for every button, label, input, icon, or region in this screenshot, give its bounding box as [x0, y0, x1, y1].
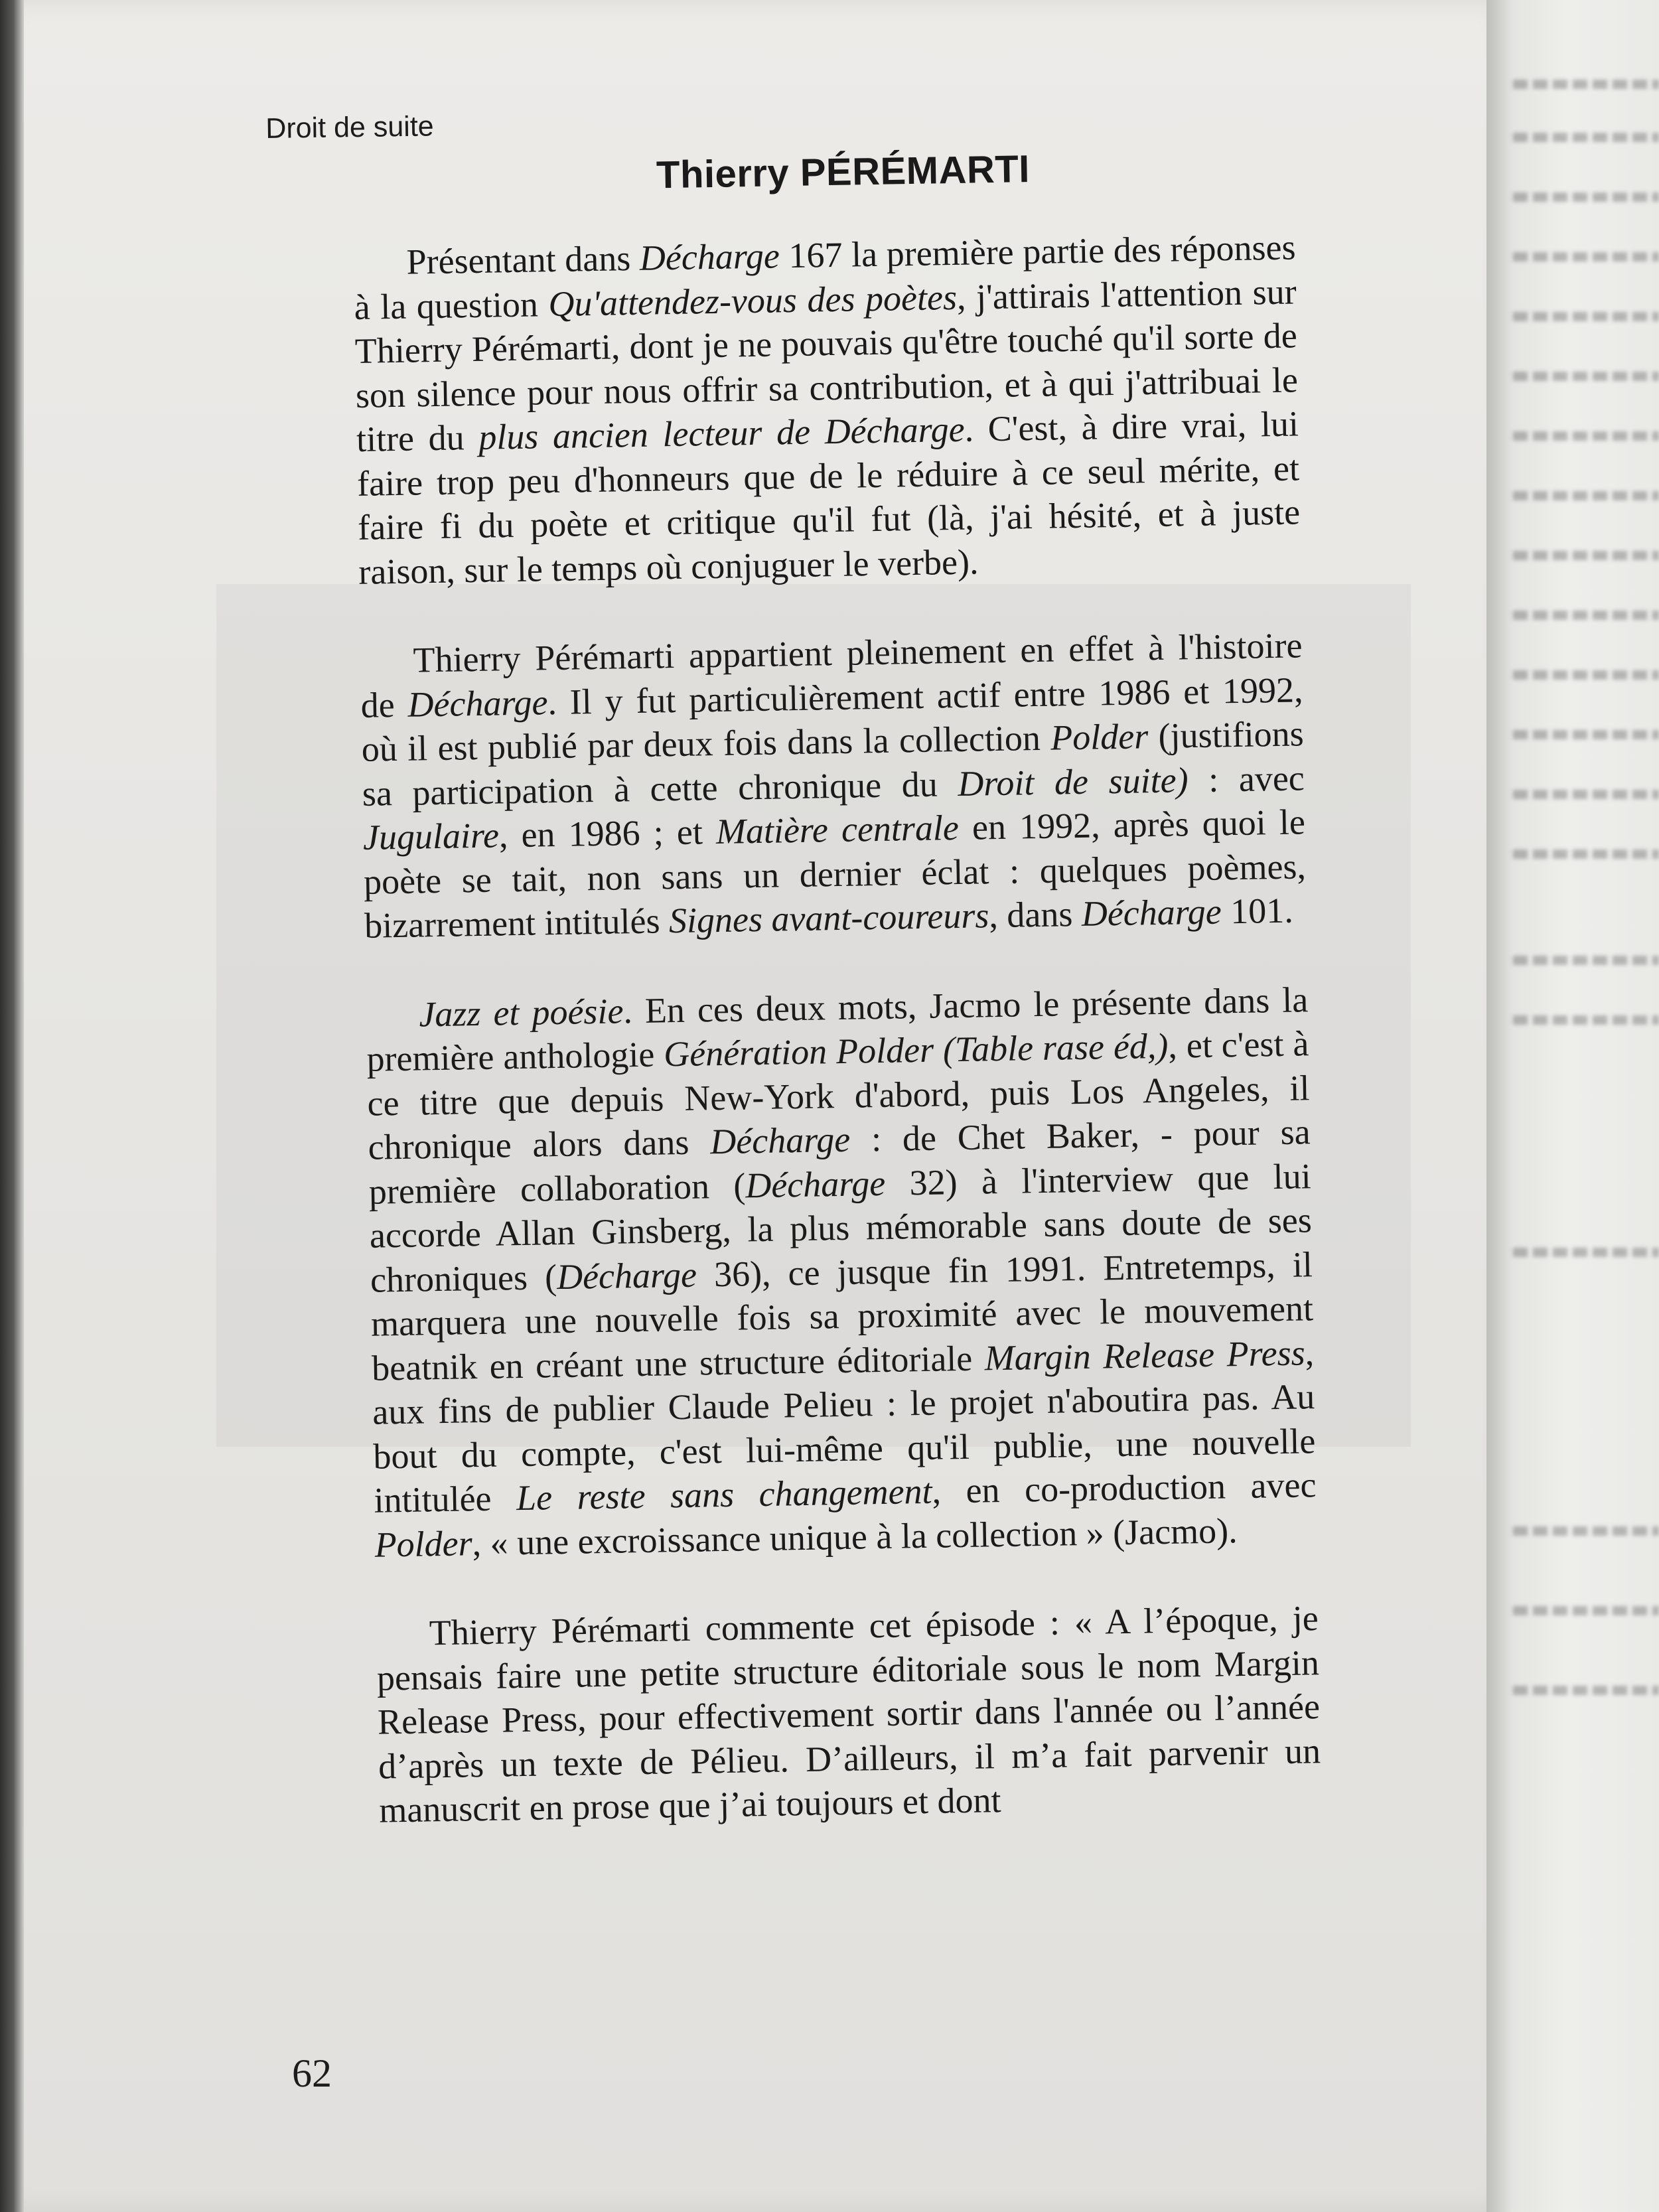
text-run: en 1992, après quoi le poète se tait, non sans un dernier éclat : quelques poèmes, bizarrement intitulés: [363, 802, 1307, 946]
text-run: Thierry Pérémarti appartient pleinement en effet à l'histoire de: [360, 625, 1303, 725]
text-run: , en co-production avec: [932, 1465, 1317, 1511]
italic-text: plus ancien lecteur de Décharge: [478, 409, 966, 457]
text-run: , et c'est à ce titre que depuis New-York d'abord, puis Los Angeles, il chronique alors dans: [367, 1023, 1310, 1167]
italic-text: Signes avant-coureurs: [668, 895, 989, 941]
text-run: Thierry Pérémarti commente cet épisode : « A l’époque, je pensais faire une petite structure éditoriale sous le nom Margin Release Press, pour effectivement sortir dans l'année ou l’année d’après un texte de Pélieu. D’ailleurs, il m’a fait parvenir un manuscrit en prose que j’ai toujours et dont: [376, 1598, 1321, 1830]
italic-text: Décharge: [745, 1163, 886, 1205]
italic-text: Décharge: [709, 1119, 851, 1162]
text-run: , aux fins de publier Claude Pelieu : le projet n'aboutira pas. Au bout du compte, c'est lui-même qu'il publie, une nouvelle intitulée: [372, 1332, 1316, 1520]
text-run: , j'attirais l'attention sur Thierry Pérémarti, dont je ne pouvais qu'être touché qu'il sorte de son silence pour nous offrir sa contribution, et à qui j'attribuai le titre du: [354, 271, 1299, 459]
paragraph: [366, 978, 1317, 1567]
italic-text: Droit de suite): [957, 759, 1189, 804]
italic-text: Le reste sans changement: [516, 1471, 933, 1518]
page-number: 62: [292, 2051, 332, 2095]
text-run: 36), ce jusque fin 1991. Entretemps, il marquera une nouvelle fois sa proximité avec le mouvement beatnik en créant une structure éditoriale: [370, 1244, 1314, 1388]
text-run: , dans: [988, 893, 1082, 936]
text-run: . Il y fut particulièrement actif entre 1986 et 1992, où il est publié par deux fois dans la collection: [361, 669, 1303, 769]
text-run: : de Chet Baker, - pour sa première collaboration (: [368, 1112, 1311, 1212]
text-run: 101.: [1221, 890, 1294, 932]
italic-text: Jazz et poésie: [418, 990, 624, 1034]
text-run: : avec: [1188, 757, 1305, 800]
paragraph: [360, 623, 1307, 948]
italic-text: Génération Polder (Table rase éd,): [663, 1025, 1169, 1074]
paragraph: [353, 225, 1301, 593]
text-run: , en 1986 ; et: [498, 812, 717, 855]
article-body: [352, 142, 1323, 1878]
italic-text: Décharge: [556, 1254, 697, 1297]
text-run: Présentant dans: [406, 238, 640, 282]
text-run: (justifions sa participation à cette chronique du: [362, 713, 1305, 814]
italic-text: Matière centrale: [715, 807, 960, 852]
text-run: , « une excroissance unique à la collection » (Jacmo).: [472, 1510, 1238, 1563]
text-run: 167 la première partie des réponses à la question: [354, 227, 1296, 327]
italic-text: Décharge: [1081, 891, 1222, 934]
text-run: 32) à l'interview que lui accorde Allan Ginsberg, la plus mémorable sans doute de ses chroniques (: [369, 1155, 1313, 1300]
text-run: . En ces deux mots, Jacmo le présente dans la première anthologie: [366, 979, 1309, 1079]
article-title: Thierry PÉRÉMARTI: [656, 147, 1031, 197]
italic-text: Polder: [374, 1522, 473, 1565]
running-head: Droit de suite: [265, 110, 434, 145]
italic-text: Décharge: [639, 236, 780, 278]
text-run: . C'est, à dire vrai, lui faire trop peu d'honneurs que de le réduire à ce seul mérite, et faire fi du poète et critique qu'il fut (là, j'ai hésité, et à juste raison, sur le temps où conjuguer le verbe).: [356, 404, 1301, 592]
italic-text: Décharge: [407, 682, 548, 725]
italic-text: Margin Release Press: [984, 1332, 1306, 1378]
facing-page-edge: [1486, 0, 1659, 2212]
italic-text: Jugulaire: [362, 815, 500, 857]
italic-text: Qu'attendez-vous des poètes: [547, 277, 958, 324]
italic-text: Polder: [1050, 716, 1149, 758]
paragraph: [376, 1596, 1321, 1832]
